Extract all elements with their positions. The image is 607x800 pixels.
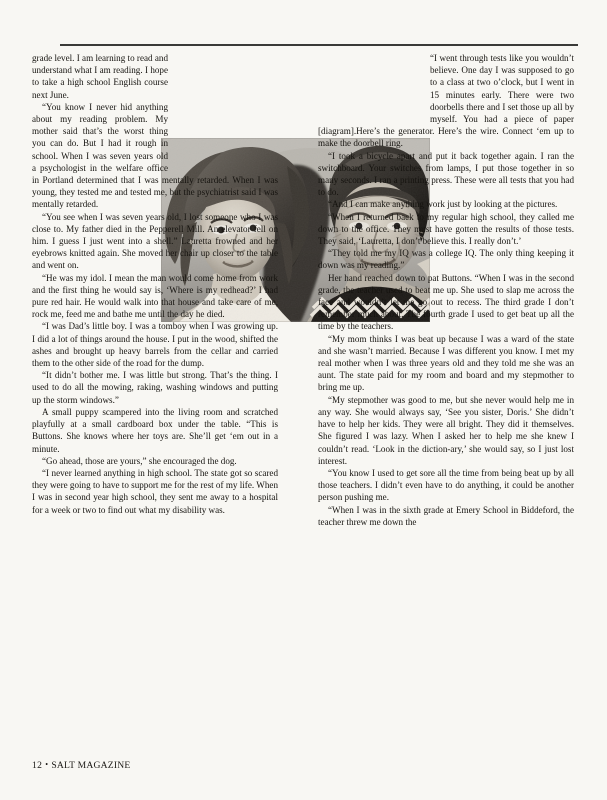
paragraph: “I took a bicycle apart and put it back together again. I ran the switchboard. Your switches from lamps, I put those together in so many seconds. I ran a printing press. These were all tests that you had to do.: [318, 150, 574, 198]
header-rule: [60, 44, 578, 46]
paragraph: “My stepmother was good to me, but she never would help me in any way. She would always say, ‘See you sister, Doris.’ She didn’t have to help her kids. They were all bright. They did it themselves. She figured I was lazy. When I asked her to help me she knew I couldn’t read. ‘Look in the diction-ary,’ she would say, so I just lost interest.: [318, 394, 574, 466]
paragraph: A small puppy scampered into the living room and scratched playfully at a small cardboard box under the table. “This is Buttons. She knows where her toys are. She’ll get ‘em out in a minute.: [32, 406, 278, 454]
paragraph: “You know I used to get sore all the time from being beat up by all those teachers. I didn’t even have to do anything, it could be another person pushing me.: [318, 467, 574, 503]
paragraph: “Go ahead, those are yours,” she encouraged the dog.: [42, 455, 237, 466]
paragraph: “I went through tests like you wouldn’t believe. One day I was supposed to go to a class at two o’clock, but I went in 15 minutes early. There were two doorbells there and I set those up all by myself. You had a piece of paper [diagram].Here’s the generator. Here’s the wire. Connect ‘em up to make the doorbell ring.: [318, 53, 574, 149]
publication-name: SALT MAGAZINE: [51, 760, 131, 771]
photo-wrap-spacer-right: [318, 52, 430, 114]
paragraph: “It didn’t bother me. I was little but strong. That’s the thing. I used to do all the mowing, raking, washing windows and putting up the storm windows.”: [32, 370, 278, 405]
left-text-column: [32, 52, 278, 516]
photo-wrap-spacer-left: [168, 52, 278, 168]
paragraph: “You see when I was seven years old, I lost someone who I was close to. My father died in the Pepperell Mill. An elevator fell on him. I guess I just went into a shell.” Lauretta frowned and her eyebrows knitted again. She moved her chair up closer to the table and went on.: [32, 211, 278, 271]
paragraph: “You know I never hid anything about my reading problem. My mother said that’s the worst thing you can do. But I had it rough in school. When I was seven years old a psychologist in the welfare office in Portland determined that I was mentally retarded. When I was young, they tested me and tested me, but the psychiatrist said I was mentally retarded.: [32, 101, 278, 210]
paragraph: Her hand reached down to pat Buttons. “When I was in the second grade, the teacher used to beat me up. She used to slap me across the face and wouldn’t let me go out to recess. The third grade I don’t remember much about. The fourth grade I used to get beat up all the time by the teachers.: [318, 272, 574, 332]
paragraph: grade level. I am learning to read and understand what I am reading. I hope to take a high school English course next June.: [32, 53, 168, 100]
paragraph: “I was Dad’s little boy. I was a tomboy when I was growing up. I did a lot of things around the house. I put in the wood, shifted the ashes and brought up heavy barrels from the cellar and carried them to the other side of the road for the dump.: [32, 321, 278, 369]
paragraph: “He was my idol. I mean the man would come home from work and the first thing he would say is, ‘Where is my redhead?’ I had pure red hair. He would walk into that house and take care of me, rock me, feed me and bathe me until the day he died.: [32, 272, 278, 320]
paragraph: “And I can make anything work just by looking at the pictures.: [328, 199, 558, 210]
right-text-column: [318, 52, 574, 528]
page-number: 12: [32, 760, 43, 771]
paragraph: “I never learned anything in high school. The state got so scared they were going to have to support me for the rest of my life. When I was in second year high school, they sent me away to a hospital for a week or two to find out what my disability was.: [32, 467, 278, 515]
paragraph: “When I was in the sixth grade at Emery School in Biddeford, the teacher threw me down the: [318, 504, 574, 527]
paragraph: “When I returned back to my regular high school, they called me down to the office. They must have gotten the results of those tests. They said, ‘Lauretta, I don’t believe this. I really don’t.’: [318, 211, 574, 247]
page-footer: [32, 760, 130, 771]
paragraph: “They told me my IQ was a college IQ. The only thing keeping it down was my reading.”: [318, 248, 574, 271]
footer-separator: •: [45, 760, 49, 769]
paragraph: “My mom thinks I was beat up because I was a ward of the state and she wasn’t married. Because I was different you know. I met my real mother when I was three years old and they told me she was an aunt. The state paid for my room and board and my stepmother to bring me up.: [318, 333, 574, 393]
